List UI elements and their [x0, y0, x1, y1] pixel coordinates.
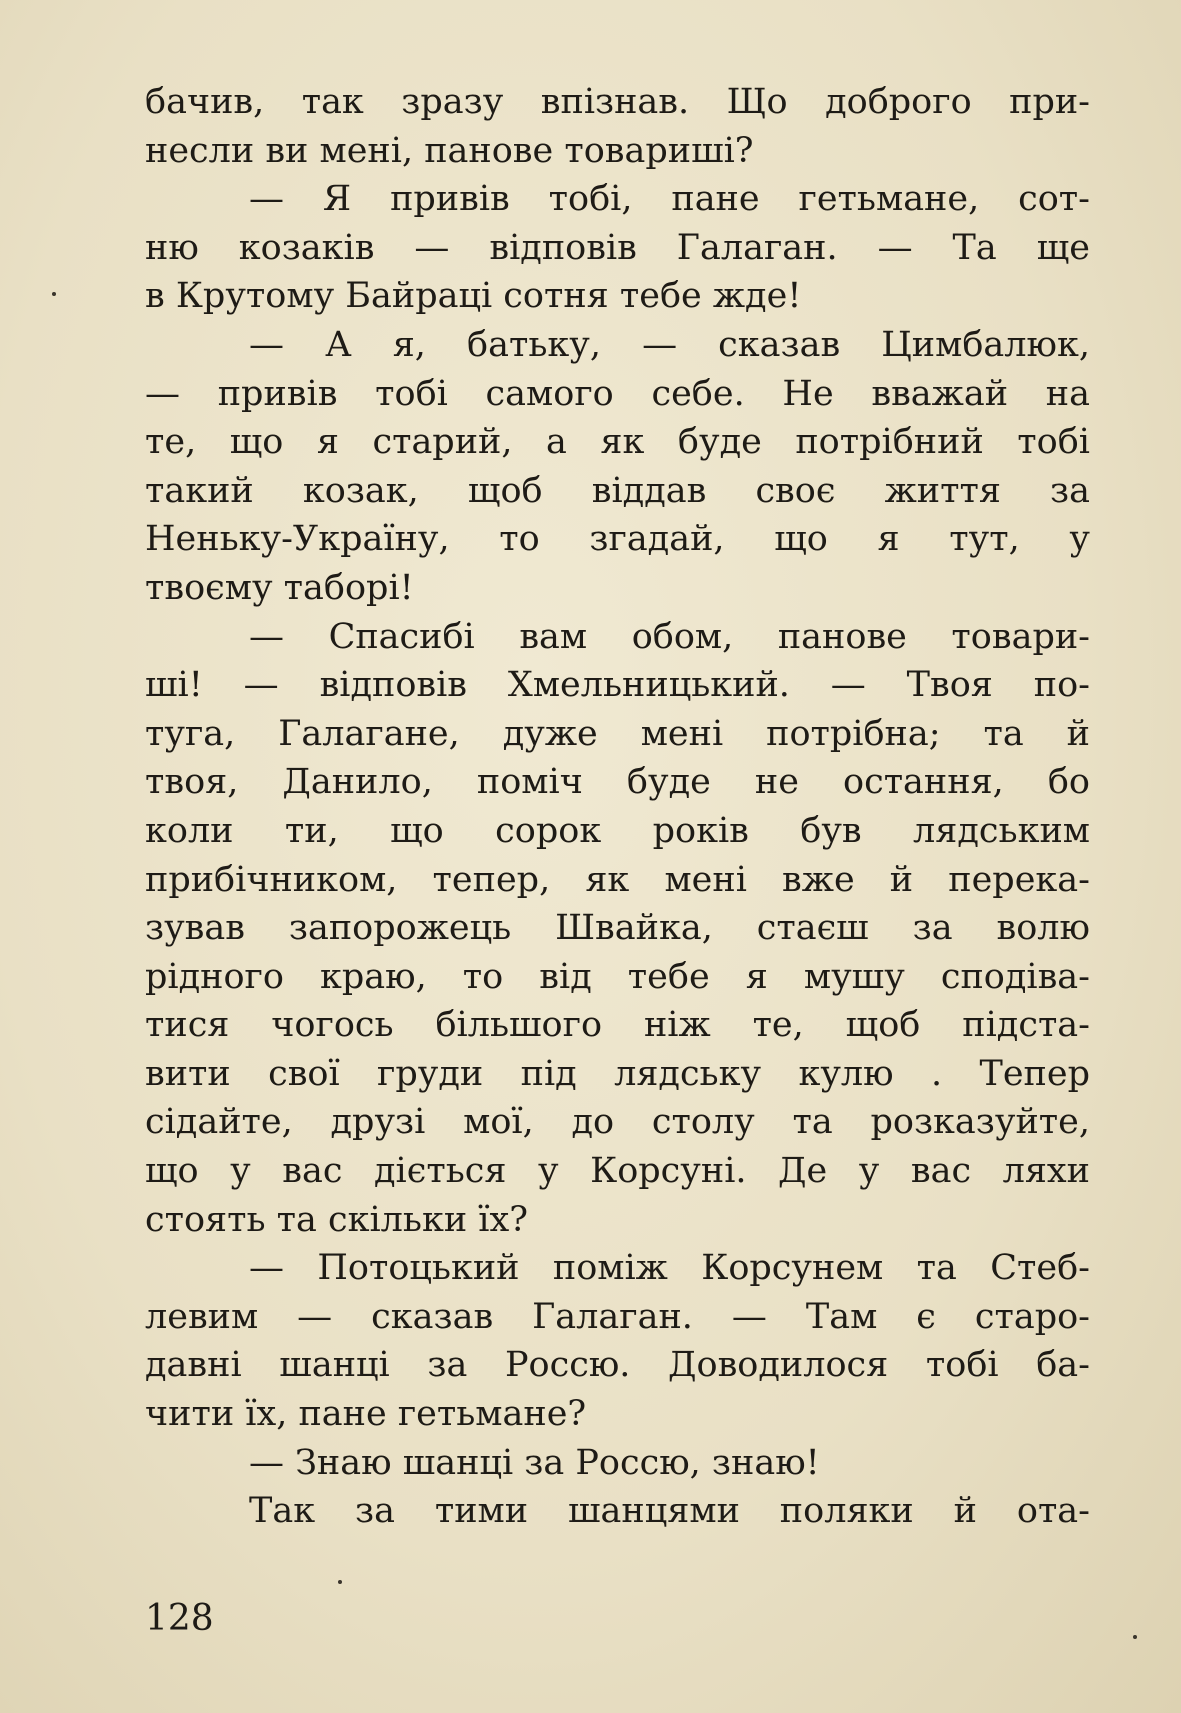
text-line: — Знаю шанці за Россю, знаю!: [249, 1442, 820, 1483]
page-number: 128: [145, 1598, 214, 1639]
text-line: тися чогось більшого ніж те, щоб підста-: [145, 1005, 1090, 1046]
text-line: зував запорожець Швайка, стаєш за волю: [145, 908, 1090, 949]
text-line: те, що я старий, а як буде потрібний тобі: [145, 422, 1090, 463]
text-line: — привів тобі самого себе. Не вважай на: [145, 373, 1090, 414]
text-line: туга, Галагане, дуже мені потрібна; та й: [145, 713, 1090, 754]
text-line: несли ви мені, панове товариші?: [145, 130, 754, 171]
print-speck: [1133, 1635, 1137, 1639]
text-line: стоять та скільки їх?: [145, 1199, 529, 1240]
print-speck: [338, 1580, 342, 1584]
text-line: такий козак, щоб віддав своє життя за: [145, 470, 1090, 511]
text-line: що у вас діється у Корсуні. Де у вас ляхи: [145, 1151, 1090, 1192]
print-speck: [52, 292, 56, 296]
text-line: ню козаків — відповів Галаган. — Та ще: [145, 227, 1090, 268]
text-line: бачив, так зразу впізнав. Що доброго при-: [145, 82, 1090, 122]
text-line: прибічником, тепер, як мені вже й перека-: [145, 859, 1090, 900]
text-line: рідного краю, то від тебе я мушу сподіва-: [145, 956, 1090, 997]
text-line: в Крутому Байраці сотня тебе жде!: [145, 276, 802, 317]
text-line: — А я, батьку, — сказав Цимбалюк,: [249, 324, 1090, 365]
text-line: Неньку-Україну, то згадай, що я тут, у: [145, 519, 1090, 560]
text-line: — Потоцький поміж Корсунем та Стеб-: [249, 1248, 1090, 1289]
text-line: левим — сказав Галаган. — Там є старо-: [145, 1296, 1090, 1337]
text-line: чити їх, пане гетьмане?: [145, 1394, 587, 1435]
text-line: давні шанці за Россю. Доводилося тобі ба-: [145, 1345, 1090, 1386]
text-line: коли ти, що сорок років був лядським: [145, 810, 1090, 851]
text-line: ші! — відповів Хмельницький. — Твоя по-: [145, 665, 1090, 706]
text-line: — Я привів тобі, пане гетьмане, сот-: [249, 179, 1090, 220]
text-line: вити свої груди під лядську кулю . Тепер: [145, 1053, 1090, 1094]
text-line: сідайте, друзі мої, до столу та розказуйте,: [145, 1102, 1090, 1143]
body-text: [145, 78, 1090, 1536]
text-line: твоєму таборі!: [145, 567, 414, 608]
text-line: — Спасибі вам обом, панове товари-: [249, 616, 1090, 657]
text-line: Так за тими шанцями поляки й ота-: [249, 1491, 1090, 1532]
text-line: твоя, Данило, поміч буде не остання, бо: [145, 762, 1090, 803]
